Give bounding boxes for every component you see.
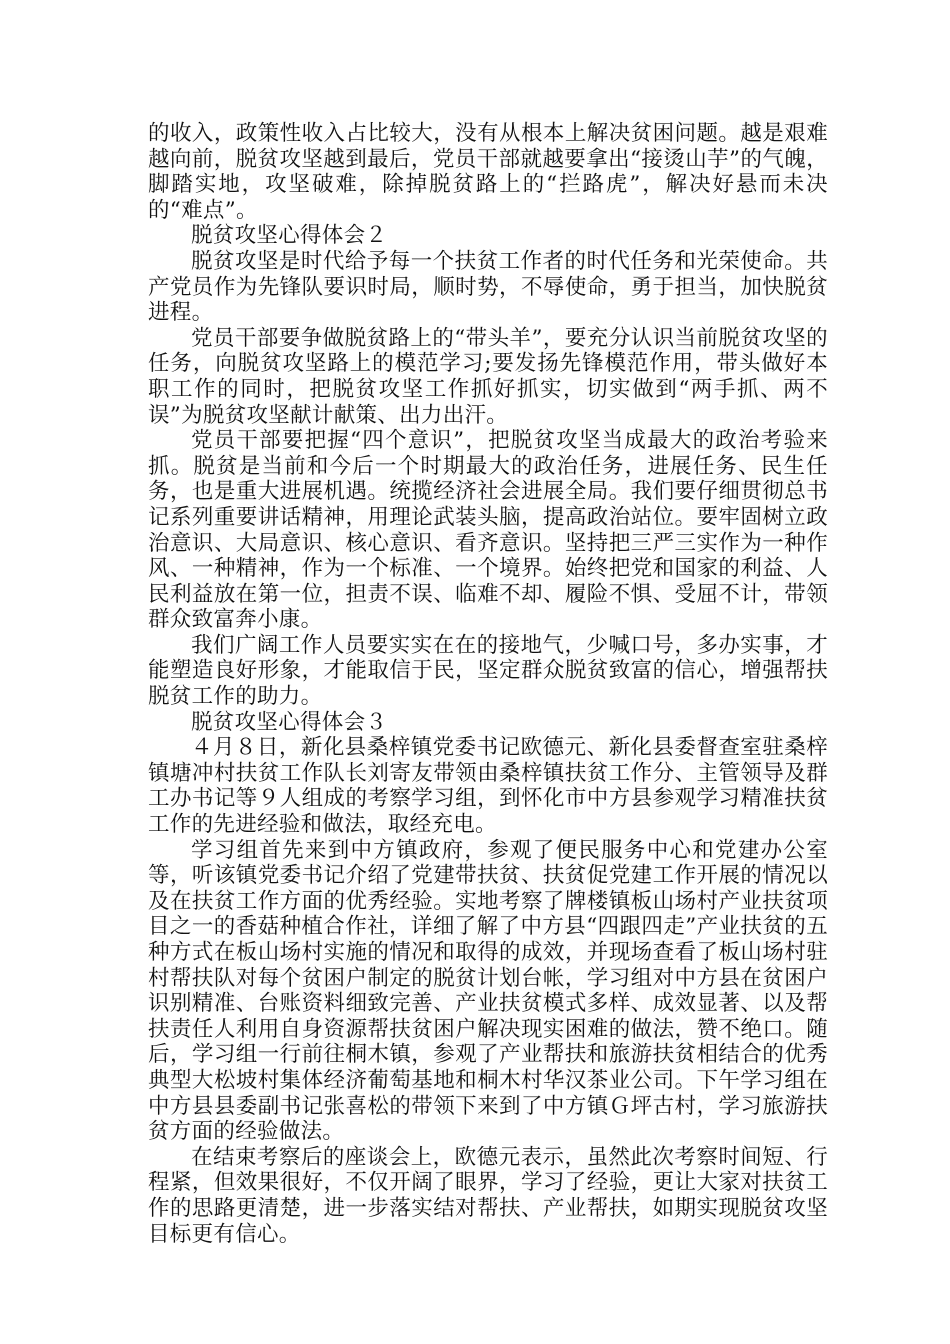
paragraph: 党员干部要把握“四个意识”，把脱贫攻坚当成最大的政治考验来抓。脱贫是当前和今后一个时期最大的政治任务，进展任务、民生任务，也是重大进展机遇。统揽经济社会进展全局。我们要仔细贯彻总书记系列重要讲话精神，用理论武装头脑，提高政治站位。要牢固树立政治意识、大局意识、核心意识、看齐意识。坚持把三严三实作为一种作风、一种精神，作为一个标准、一个境界。始终把党和国家的利益、人民利益放在第一位，担责不误、临难不却、履险不惧、受屈不计，带领群众致富奔小康。 xyxy=(148,428,828,633)
paragraph: 脱贫攻坚是时代给予每一个扶贫工作者的时代任务和光荣使命。共产党员作为先锋队要识时局，顺时势，不辱使命，勇于担当，加快脱贫进程。 xyxy=(148,248,828,326)
paragraph: 我们广阔工作人员要实实在在的接地气，少喊口号，多办实事，才能塑造良好形象，才能取信于民，坚定群众脱贫致富的信心，增强帮扶脱贫工作的助力。 xyxy=(148,632,828,710)
paragraph: 党员干部要争做脱贫路上的“带头羊”，要充分认识当前脱贫攻坚的任务，向脱贫攻坚路上的模范学习;要发扬先锋模范作用，带头做好本职工作的同时，把脱贫攻坚工作抓好抓实，切实做到“两手抓、两不误”为脱贫攻坚献计献策、出力出汗。 xyxy=(148,325,828,428)
section-heading-2: 脱贫攻坚心得体会２ xyxy=(191,223,388,249)
section-heading-3: 脱贫攻坚心得体会３ xyxy=(191,709,388,735)
document-body xyxy=(148,121,828,1247)
paragraph: 在结束考察后的座谈会上，欧德元表示，虽然此次考察时间短、行程紧，但效果很好，不仅开阔了眼界，学习了经验，更让大家对扶贫工作的思路更清楚，进一步落实结对帮扶、产业帮扶，如期实现脱贫攻坚目标更有信心。 xyxy=(148,1144,828,1247)
paragraph: ４月８日，新化县桑梓镇党委书记欧德元、新化县委督查室驻桑梓镇塘冲村扶贫工作队长刘寄友带领由桑梓镇扶贫工作分、主管领导及群工办书记等９人组成的考察学习组，到怀化市中方县参观学习精准扶贫工作的先进经验和做法，取经充电。 xyxy=(148,735,828,838)
paragraph-intro: 的收入，政策性收入占比较大，没有从根本上解决贫困问题。越是艰难越向前，脱贫攻坚越到最后，党员干部就越要拿出“接烫山芋”的气魄，脚踏实地，攻坚破难，除掉脱贫路上的“拦路虎”，解决好悬而未决的“难点”。 xyxy=(148,121,828,223)
paragraph: 学习组首先来到中方镇政府，参观了便民服务中心和党建办公室等，听该镇党委书记介绍了党建带扶贫、扶贫促党建工作开展的情况以及在扶贫工作方面的优秀经验。实地考察了牌楼镇板山场村产业扶贫项目之一的香菇种植合作社，详细了解了中方县“四跟四走”产业扶贫的五种方式在板山场村实施的情况和取得的成效，并现场查看了板山场村驻村帮扶队对每个贫困户制定的脱贫计划台帐，学习组对中方县在贫困户识别精准、台账资料细致完善、产业扶贫模式多样、成效显著、以及帮扶责任人利用自身资源帮扶贫困户解决现实困难的做法，赞不绝口。随后，学习组一行前往桐木镇，参观了产业帮扶和旅游扶贫相结合的优秀典型大松坡村集体经济葡萄基地和桐木村华汉茶业公司。下午学习组在中方县县委副书记张喜松的带领下来到了中方镇Ｇ坪古村，学习旅游扶贫方面的经验做法。 xyxy=(148,837,828,1145)
